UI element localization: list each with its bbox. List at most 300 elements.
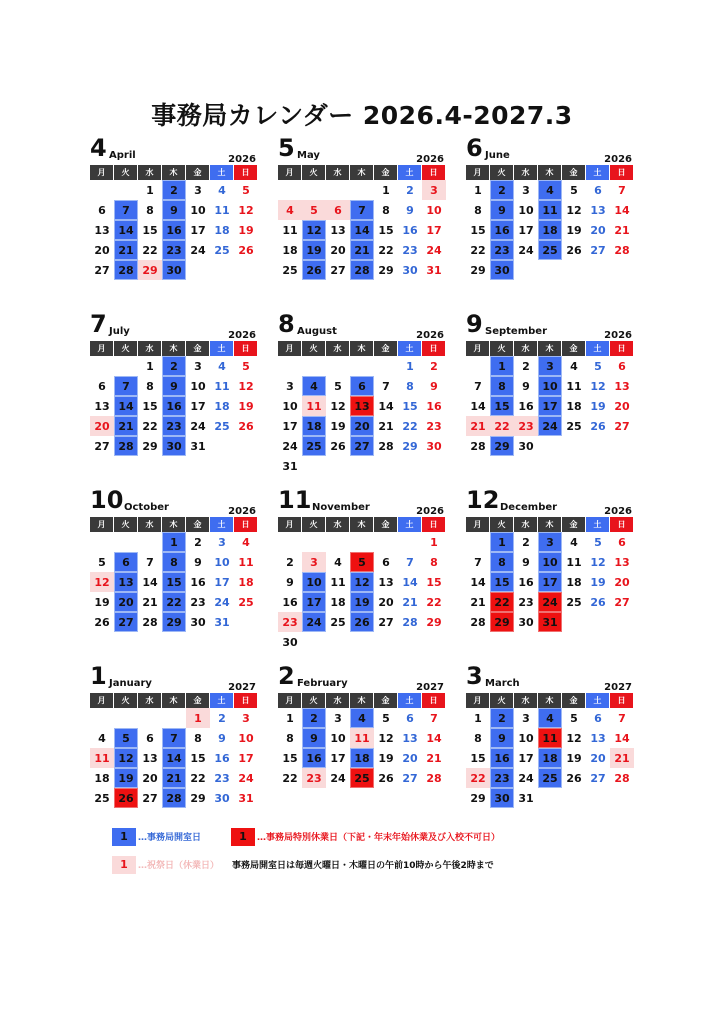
month-number: 3 [466, 662, 483, 690]
weekday-header: 金 [186, 341, 210, 356]
month-number: 11 [278, 486, 312, 514]
day-cell-open: 19 [350, 592, 374, 612]
weekday-header: 月 [278, 517, 302, 532]
day-cell-open: 11 [538, 200, 562, 220]
day-cell: 8 [474, 204, 482, 217]
day-cell: 31 [214, 616, 230, 629]
month-name: March [485, 678, 520, 689]
weekday-header: 木 [538, 165, 562, 180]
day-cell: 23 [402, 244, 418, 257]
day-cell-open: 19 [302, 240, 326, 260]
day-cell: 28 [614, 244, 630, 257]
day-cell: 10 [190, 380, 206, 393]
day-cell-holiday: 4 [278, 200, 302, 220]
day-cell: 17 [518, 752, 534, 765]
day-cell: 6 [618, 360, 626, 373]
day-cell: 12 [566, 204, 582, 217]
empty-cell [302, 180, 326, 200]
day-cell: 10 [330, 732, 346, 745]
day-cell: 8 [382, 204, 390, 217]
day-cell: 8 [194, 732, 202, 745]
month-name: April [109, 150, 136, 161]
day-cell: 24 [426, 244, 442, 257]
day-cell: 2 [430, 360, 438, 373]
empty-cell [350, 356, 374, 376]
day-cell-holiday: 23 [302, 768, 326, 788]
weekday-header: 木 [350, 341, 374, 356]
weekday-header: 金 [186, 693, 210, 708]
day-cell: 25 [214, 244, 230, 257]
day-cell: 18 [566, 576, 582, 589]
weekday-header: 月 [466, 693, 490, 708]
day-cell: 5 [594, 536, 602, 549]
day-cell: 3 [218, 536, 226, 549]
day-cell-open: 24 [302, 612, 326, 632]
day-cell: 25 [566, 420, 582, 433]
weekday-header: 月 [90, 165, 114, 180]
weekday-header: 木 [350, 517, 374, 532]
month-number: 8 [278, 310, 295, 338]
weekday-header: 月 [466, 517, 490, 532]
weekday-header: 火 [302, 341, 326, 356]
day-cell: 7 [430, 712, 438, 725]
day-cell-open: 12 [302, 220, 326, 240]
day-cell: 24 [518, 244, 534, 257]
weekday-header: 月 [90, 341, 114, 356]
day-grid [90, 341, 258, 456]
weekday-header: 土 [586, 165, 610, 180]
day-cell: 16 [402, 224, 418, 237]
weekday-header: 火 [490, 693, 514, 708]
weekday-header: 月 [466, 341, 490, 356]
month-number: 12 [466, 486, 500, 514]
day-cell: 23 [190, 596, 206, 609]
day-cell: 28 [614, 772, 630, 785]
day-cell: 10 [238, 732, 254, 745]
month-number: 7 [90, 310, 107, 338]
day-cell-open: 15 [490, 572, 514, 592]
day-cell: 3 [242, 712, 250, 725]
empty-cell [350, 180, 374, 200]
month-name: February [297, 678, 348, 689]
day-grid [466, 341, 634, 456]
day-cell: 11 [238, 556, 254, 569]
day-cell-open: 2 [162, 180, 186, 200]
page-title: 事務局カレンダー 2026.4-2027.3 [151, 101, 573, 130]
day-cell: 18 [94, 772, 110, 785]
day-cell: 11 [282, 224, 298, 237]
day-cell: 13 [94, 400, 110, 413]
day-cell-holiday: 12 [90, 572, 114, 592]
day-cell: 26 [94, 616, 110, 629]
day-cell-open: 18 [302, 416, 326, 436]
day-cell-open: 16 [302, 748, 326, 768]
day-cell-open: 23 [162, 416, 186, 436]
weekday-header: 日 [234, 693, 258, 708]
day-cell: 3 [194, 360, 202, 373]
day-cell-open: 2 [162, 356, 186, 376]
day-cell-holiday: 22 [490, 416, 514, 436]
day-cell: 20 [614, 400, 630, 413]
day-cell: 15 [142, 400, 158, 413]
day-cell: 31 [426, 264, 442, 277]
day-cell: 5 [594, 360, 602, 373]
day-cell-open: 28 [350, 260, 374, 280]
day-cell-open: 21 [350, 240, 374, 260]
day-cell: 20 [94, 244, 110, 257]
day-cell: 14 [614, 732, 630, 745]
day-cell: 3 [286, 380, 294, 393]
day-cell: 14 [614, 204, 630, 217]
day-cell: 13 [614, 380, 630, 393]
weekday-header: 木 [162, 517, 186, 532]
month-name: August [297, 326, 337, 337]
day-cell-open: 18 [350, 748, 374, 768]
day-cell: 11 [566, 556, 582, 569]
day-cell: 24 [238, 772, 254, 785]
weekday-header: 月 [90, 693, 114, 708]
day-cell: 25 [94, 792, 110, 805]
day-cell: 12 [566, 732, 582, 745]
weekday-header: 土 [210, 165, 234, 180]
day-cell: 7 [146, 556, 154, 569]
day-cell-open: 2 [490, 180, 514, 200]
day-cell-open: 25 [538, 768, 562, 788]
day-cell: 30 [402, 264, 418, 277]
day-cell-open: 12 [114, 748, 138, 768]
day-cell: 21 [378, 420, 394, 433]
day-cell: 22 [402, 420, 418, 433]
empty-cell [138, 708, 162, 728]
weekday-header: 金 [562, 341, 586, 356]
day-cell: 12 [590, 380, 606, 393]
day-cell-open: 27 [350, 436, 374, 456]
weekday-header: 月 [466, 165, 490, 180]
day-cell: 21 [614, 224, 630, 237]
day-cell-open: 30 [490, 788, 514, 808]
day-cell: 19 [238, 224, 254, 237]
day-cell: 23 [426, 420, 442, 433]
day-cell: 2 [522, 360, 530, 373]
day-grid [278, 693, 446, 788]
empty-cell [162, 708, 186, 728]
day-cell: 14 [402, 576, 418, 589]
day-cell: 14 [378, 400, 394, 413]
day-cell-open: 21 [114, 416, 138, 436]
weekday-header: 土 [586, 341, 610, 356]
day-cell-holiday: 20 [90, 416, 114, 436]
weekday-header: 木 [538, 341, 562, 356]
day-cell-open: 4 [350, 708, 374, 728]
day-cell: 22 [378, 244, 394, 257]
empty-cell [302, 356, 326, 376]
weekday-header: 日 [610, 341, 634, 356]
month-year: 2027 [604, 682, 632, 693]
day-cell-holiday: 11 [90, 748, 114, 768]
day-cell: 16 [426, 400, 442, 413]
day-cell: 22 [426, 596, 442, 609]
legend-closed-label: …事務局特別休業日（下記・年末年始休業及び入校不可日） [257, 833, 501, 843]
day-cell-open: 26 [302, 260, 326, 280]
day-cell-open: 7 [162, 728, 186, 748]
month-number: 9 [466, 310, 483, 338]
day-cell: 25 [566, 596, 582, 609]
month-november [278, 487, 446, 652]
empty-cell [466, 356, 490, 376]
day-cell: 20 [378, 596, 394, 609]
day-cell: 4 [570, 536, 578, 549]
day-cell: 31 [518, 792, 534, 805]
day-cell: 18 [214, 224, 230, 237]
day-cell-open: 6 [114, 552, 138, 572]
day-cell: 29 [378, 264, 394, 277]
day-cell-open: 2 [490, 708, 514, 728]
day-cell: 26 [238, 244, 254, 257]
day-cell: 26 [590, 596, 606, 609]
day-cell: 26 [590, 420, 606, 433]
day-cell: 18 [330, 596, 346, 609]
day-cell: 29 [142, 440, 158, 453]
weekday-header: 木 [350, 693, 374, 708]
empty-cell [114, 356, 138, 376]
day-cell: 28 [426, 772, 442, 785]
day-grid [278, 517, 446, 652]
day-cell: 13 [142, 752, 158, 765]
day-cell: 31 [190, 440, 206, 453]
day-cell: 3 [522, 712, 530, 725]
day-cell-open: 12 [350, 572, 374, 592]
day-cell-open: 25 [538, 240, 562, 260]
day-cell: 22 [470, 244, 486, 257]
day-cell-open: 14 [114, 396, 138, 416]
weekday-header: 火 [302, 165, 326, 180]
day-cell: 1 [286, 712, 294, 725]
empty-cell [374, 532, 398, 552]
day-cell-open: 15 [490, 396, 514, 416]
day-cell-holiday: 23 [278, 612, 302, 632]
day-cell-open: 10 [538, 552, 562, 572]
day-grid [90, 517, 258, 632]
day-cell: 3 [522, 184, 530, 197]
day-cell-open: 14 [114, 220, 138, 240]
day-cell: 30 [214, 792, 230, 805]
empty-cell [302, 532, 326, 552]
day-cell: 25 [282, 264, 298, 277]
weekday-header: 日 [234, 165, 258, 180]
weekday-header: 金 [186, 165, 210, 180]
day-cell: 6 [594, 712, 602, 725]
day-cell: 29 [402, 440, 418, 453]
day-cell: 17 [214, 576, 230, 589]
weekday-header: 木 [538, 693, 562, 708]
weekday-header: 水 [514, 517, 538, 532]
day-cell: 5 [570, 184, 578, 197]
weekday-header: 日 [610, 517, 634, 532]
day-cell: 13 [378, 576, 394, 589]
day-cell-closed: 26 [114, 788, 138, 808]
day-cell: 6 [382, 556, 390, 569]
weekday-header: 日 [234, 517, 258, 532]
day-cell: 3 [334, 712, 342, 725]
day-cell-holiday: 29 [138, 260, 162, 280]
empty-cell [138, 532, 162, 552]
weekday-header: 土 [398, 341, 422, 356]
day-cell: 7 [382, 380, 390, 393]
day-grid [466, 165, 634, 280]
day-cell: 15 [470, 224, 486, 237]
weekday-header: 木 [162, 341, 186, 356]
day-cell-holiday: 11 [302, 396, 326, 416]
empty-cell [90, 532, 114, 552]
day-cell: 23 [214, 772, 230, 785]
day-cell: 21 [402, 596, 418, 609]
day-cell: 28 [142, 616, 158, 629]
weekday-header: 土 [586, 693, 610, 708]
month-january [90, 663, 258, 808]
weekday-header: 日 [422, 693, 446, 708]
weekday-header: 金 [562, 165, 586, 180]
day-grid [90, 165, 258, 280]
day-cell-closed: 13 [350, 396, 374, 416]
empty-cell [326, 532, 350, 552]
month-name: May [297, 150, 320, 161]
day-cell: 19 [566, 752, 582, 765]
day-cell: 26 [378, 772, 394, 785]
day-cell: 22 [190, 772, 206, 785]
weekday-header: 火 [490, 341, 514, 356]
day-cell: 4 [334, 556, 342, 569]
day-cell: 24 [214, 596, 230, 609]
day-cell: 17 [282, 420, 298, 433]
day-cell: 19 [238, 400, 254, 413]
empty-cell [398, 532, 422, 552]
day-cell-open: 29 [162, 612, 186, 632]
weekday-header: 火 [490, 517, 514, 532]
weekday-header: 金 [374, 341, 398, 356]
day-cell: 8 [474, 732, 482, 745]
day-cell: 9 [430, 380, 438, 393]
weekday-header: 水 [138, 341, 162, 356]
day-cell: 6 [146, 732, 154, 745]
day-cell: 8 [430, 556, 438, 569]
day-cell-closed: 11 [538, 728, 562, 748]
day-cell: 13 [330, 224, 346, 237]
day-cell: 21 [426, 752, 442, 765]
day-cell: 9 [218, 732, 226, 745]
empty-cell [90, 356, 114, 376]
day-cell: 12 [590, 556, 606, 569]
day-cell-open: 9 [162, 200, 186, 220]
day-cell: 28 [378, 440, 394, 453]
day-cell: 30 [426, 440, 442, 453]
day-cell: 1 [430, 536, 438, 549]
day-cell-closed: 5 [350, 552, 374, 572]
day-cell: 22 [142, 244, 158, 257]
month-number: 6 [466, 134, 483, 162]
weekday-header: 金 [186, 517, 210, 532]
day-cell: 14 [470, 576, 486, 589]
day-cell: 17 [426, 224, 442, 237]
day-cell: 15 [470, 752, 486, 765]
day-cell-open: 7 [350, 200, 374, 220]
day-cell: 6 [98, 204, 106, 217]
day-cell-holiday: 23 [514, 416, 538, 436]
day-cell: 18 [214, 400, 230, 413]
day-cell: 16 [518, 400, 534, 413]
day-cell-open: 16 [162, 220, 186, 240]
day-cell-holiday: 11 [350, 728, 374, 748]
weekday-header: 土 [210, 341, 234, 356]
day-cell: 14 [142, 576, 158, 589]
day-cell: 1 [146, 360, 154, 373]
day-cell: 8 [286, 732, 294, 745]
day-cell: 25 [330, 616, 346, 629]
day-cell: 11 [330, 576, 346, 589]
day-cell: 26 [566, 244, 582, 257]
day-cell: 31 [238, 792, 254, 805]
month-name: July [109, 326, 130, 337]
month-december [466, 487, 634, 632]
day-cell-open: 14 [162, 748, 186, 768]
weekday-header: 木 [350, 165, 374, 180]
day-cell: 3 [194, 184, 202, 197]
empty-cell [114, 708, 138, 728]
day-cell-open: 13 [114, 572, 138, 592]
day-cell: 19 [590, 400, 606, 413]
month-number: 4 [90, 134, 107, 162]
weekday-header: 水 [326, 693, 350, 708]
month-october [90, 487, 258, 632]
day-cell: 7 [474, 556, 482, 569]
day-cell-open: 9 [490, 200, 514, 220]
day-cell-holiday: 5 [302, 200, 326, 220]
day-cell-open: 18 [538, 220, 562, 240]
day-cell-open: 27 [114, 612, 138, 632]
day-cell: 21 [470, 596, 486, 609]
day-cell-holiday: 21 [610, 748, 634, 768]
month-year: 2026 [604, 506, 632, 517]
day-cell-open: 30 [162, 436, 186, 456]
day-cell: 28 [470, 616, 486, 629]
legend-holiday-label: …祝祭日（休業日） [138, 861, 220, 871]
day-cell: 20 [142, 772, 158, 785]
day-cell-open: 21 [114, 240, 138, 260]
day-cell-holiday: 3 [302, 552, 326, 572]
weekday-header: 月 [90, 517, 114, 532]
day-cell: 2 [406, 184, 414, 197]
day-cell-open: 22 [162, 592, 186, 612]
day-cell: 10 [518, 204, 534, 217]
day-cell: 22 [142, 420, 158, 433]
day-cell: 13 [94, 224, 110, 237]
month-september [466, 311, 634, 456]
day-cell-open: 3 [538, 532, 562, 552]
day-cell: 27 [378, 616, 394, 629]
day-cell-open: 15 [162, 572, 186, 592]
day-cell: 9 [406, 204, 414, 217]
day-cell: 5 [570, 712, 578, 725]
month-name: November [312, 502, 370, 513]
day-cell: 9 [286, 576, 294, 589]
day-cell: 4 [242, 536, 250, 549]
day-cell-open: 10 [302, 572, 326, 592]
day-cell: 12 [238, 380, 254, 393]
day-cell: 21 [142, 596, 158, 609]
month-number: 1 [90, 662, 107, 690]
day-cell: 15 [378, 224, 394, 237]
day-cell-open: 23 [490, 240, 514, 260]
day-cell: 13 [590, 732, 606, 745]
